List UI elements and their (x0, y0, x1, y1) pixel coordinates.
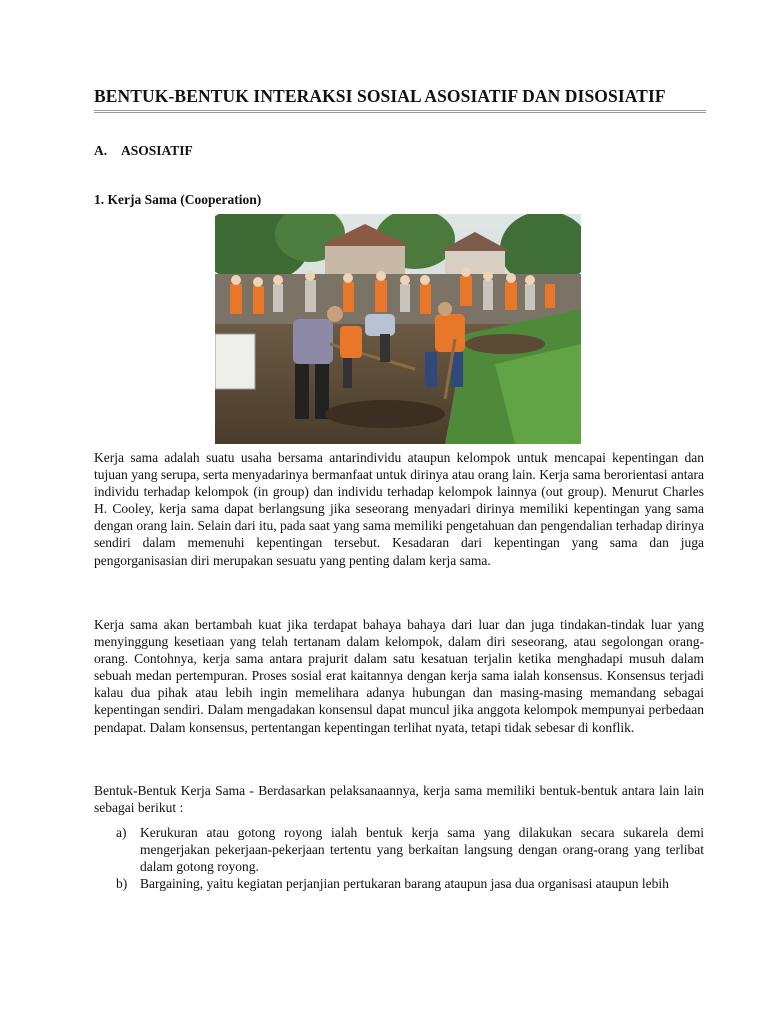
list-item (94, 875, 704, 892)
list-item-text: Bargaining, yaitu kegiatan perjanjian pertukaran barang ataupun jasa dua organisasi ataupun lebih (140, 876, 669, 892)
paragraph-1: Kerja sama adalah suatu usaha bersama antarindividu ataupun kelompok untuk mencapai kepentingan dan tujuan yang serupa, serta menyadarinya bermanfaat untuk dirinya atau orang lain. Kerja sama berorientasi antara individu terhadap kelompok (in group) dan individu terhadap kelompok lainnya (out group). Menurut Charles H. Cooley, kerja sama dapat berlangsung jika seseorang menyadari dirinya memiliki kepentingan yang sama dengan orang lain. Selain dari itu, pada saat yang sama memiliki pengetahuan dan pengendalian terhadap dirinya sendiri dalam memenuhi kepentingan tersebut. Kesadaran dari kepentingan yang sama dan juga pengorganisasian diri merupakan sesuatu yang penting dalam kerja sama. (94, 450, 704, 568)
list-marker: a) (116, 825, 127, 840)
section-heading (94, 143, 193, 159)
list-item (94, 824, 704, 875)
page-title: BENTUK-BENTUK INTERAKSI SOSIAL ASOSIATIF DAN DISOSIATIF (94, 86, 706, 113)
list-marker: b) (116, 876, 128, 892)
section-number: A. (94, 143, 108, 158)
list-item-text: Kerukuran atau gotong royong ialah bentuk kerja sama yang dilakukan secara sukarela demi mengerjakan pekerjaan-pekerjaan tertentu yang berkaitan langsung dengan orang-orang yang terlibat dalam gotong royong. (140, 825, 704, 875)
community-work-photo (215, 214, 581, 444)
subsection-heading: 1. Kerja Sama (Cooperation) (94, 192, 262, 207)
paragraph-2: Kerja sama akan bertambah kuat jika terdapat bahaya bahaya dari luar dan juga tindakan-tindak luar yang menyinggung kesetiaan yang telah tertanam dalam kelompok, dalam diri seseorang, atau segolongan orang-orang. Contohnya, kerja sama antara prajurit dalam satu kesatuan terjalin ketika menghadapi musuh dalam sebuah medan pertempuran. Proses sosial erat kaitannya dengan kerja sama ialah konsensus. Konsensus terjadi kalau dua pihak atau lebih ingin memelihara adanya hubungan dan masing-masing memandang sebagai kepentingan sendiri. Dalam mengadakan konsensul dapat muncul jika anggota kelompok mempunyai perbedaan pendapat. Dalam konsensus, pertentangan kepentingan terlihat nyata, tetapi tidak sebesar di konflik. (94, 617, 704, 735)
section-label: ASOSIATIF (121, 143, 193, 158)
cooperation-forms-list (94, 824, 704, 892)
paragraph-3: Bentuk-Bentuk Kerja Sama - Berdasarkan pelaksanaannya, kerja sama memiliki bentuk-bentuk antara lain lain sebagai berikut : (94, 783, 704, 816)
